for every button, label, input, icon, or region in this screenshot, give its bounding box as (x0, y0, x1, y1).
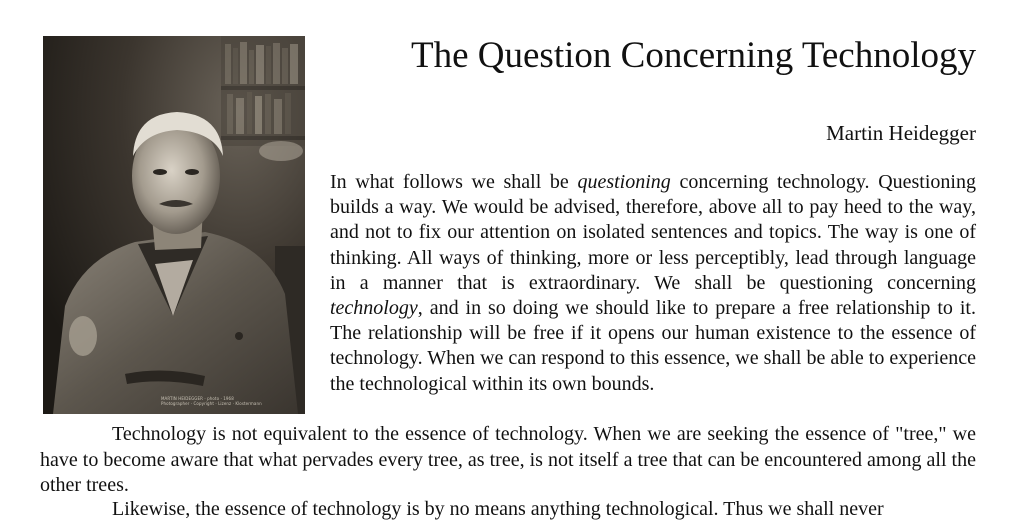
paragraph-1-text-a: In what follows we shall be (330, 171, 578, 193)
photo-caption-line2: Photographer · Copyright · Lizenz · Klostermann (161, 401, 262, 406)
paragraph-2: Technology is not equivalent to the essence of technology. When we are seeking the essence of "tree," we have to become aware that what pervades every tree, as tree, is not itself a tree that can be encountered among all the other trees. (40, 423, 976, 497)
portrait-image (43, 36, 305, 414)
paragraph-1-text-c: , and in so doing we should like to prepare a free relationship to it. The relationship will be free if it opens our human existence to the essence of technology. When we can respond to this essence, we shall be able to experience the technological within its own bounds. (330, 297, 976, 395)
paragraph-3: Likewise, the essence of technology is by no means anything technological. Thus we shall never (112, 498, 884, 520)
emphasis-technology: technology (330, 297, 418, 320)
author-name: Martin Heidegger (826, 121, 976, 145)
document-title: The Question Concerning Technology (411, 35, 976, 76)
paragraph-1 (330, 170, 976, 397)
emphasis-questioning: questioning (577, 171, 671, 193)
paragraph-1-text-b: concerning technology. Questioning builds a way. We would be advised, therefore, above all to pay heed to the way, and not to fix our attention on isolated sentences and topics. The way is one of thinking. All ways of thinking, more or less perceptibly, lead through language in a manner that is extraordinary. We shall be questioning concerning (330, 171, 976, 294)
photo-caption-line1: MARTIN HEIDEGGER · photo · 1968 (161, 396, 234, 401)
author-portrait-photo (43, 36, 305, 414)
photo-caption (161, 396, 301, 406)
